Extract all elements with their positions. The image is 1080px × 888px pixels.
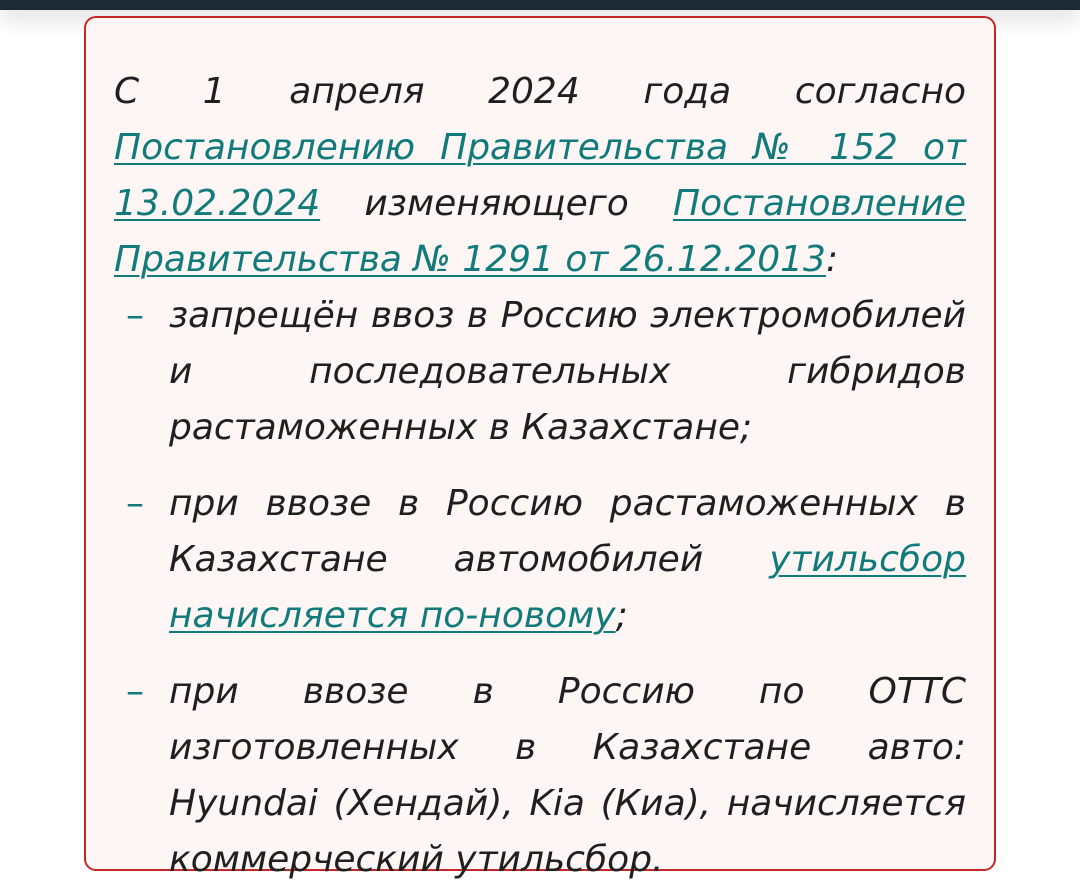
- notice-intro: [114, 64, 966, 288]
- decree-152-link[interactable]: Постановлению Правительства № 152 от 13.02.2024: [114, 127, 966, 224]
- list-item: [114, 476, 966, 644]
- app-top-bar: [0, 0, 1080, 10]
- intro-suffix-text: :: [825, 239, 839, 280]
- list-item-text: запрещён ввоз в Россию электромобилей и последовательных гибридов растаможенных в Казахстане;: [169, 295, 966, 448]
- recycling-fee-link[interactable]: утильсбор начисляется по-новому: [169, 539, 966, 636]
- list-item: [114, 288, 966, 456]
- intro-middle-text: изменяющего: [320, 183, 674, 224]
- list-item-suffix: ;: [615, 595, 628, 636]
- intro-prefix-text: С 1 апреля 2024 года согласно: [114, 71, 966, 112]
- notice-box: [84, 16, 996, 880]
- dash-bullet-icon: –: [126, 671, 144, 712]
- list-item-text: при ввозе в Россию растаможенных в Казахстане автомобилей: [169, 483, 966, 580]
- list-item-text: при ввозе в Россию по ОТТС изготовленных в Казахстане авто: Hyundai (Хендай), Kia (Киа), начисляется коммерческий утильсбор.: [169, 671, 966, 880]
- decree-1291-link[interactable]: Постановление Правительства № 1291 от 26.12.2013: [114, 183, 966, 280]
- dash-bullet-icon: –: [126, 295, 144, 336]
- restrictions-list: [114, 288, 966, 888]
- dash-bullet-icon: –: [126, 483, 144, 524]
- list-item: [114, 664, 966, 888]
